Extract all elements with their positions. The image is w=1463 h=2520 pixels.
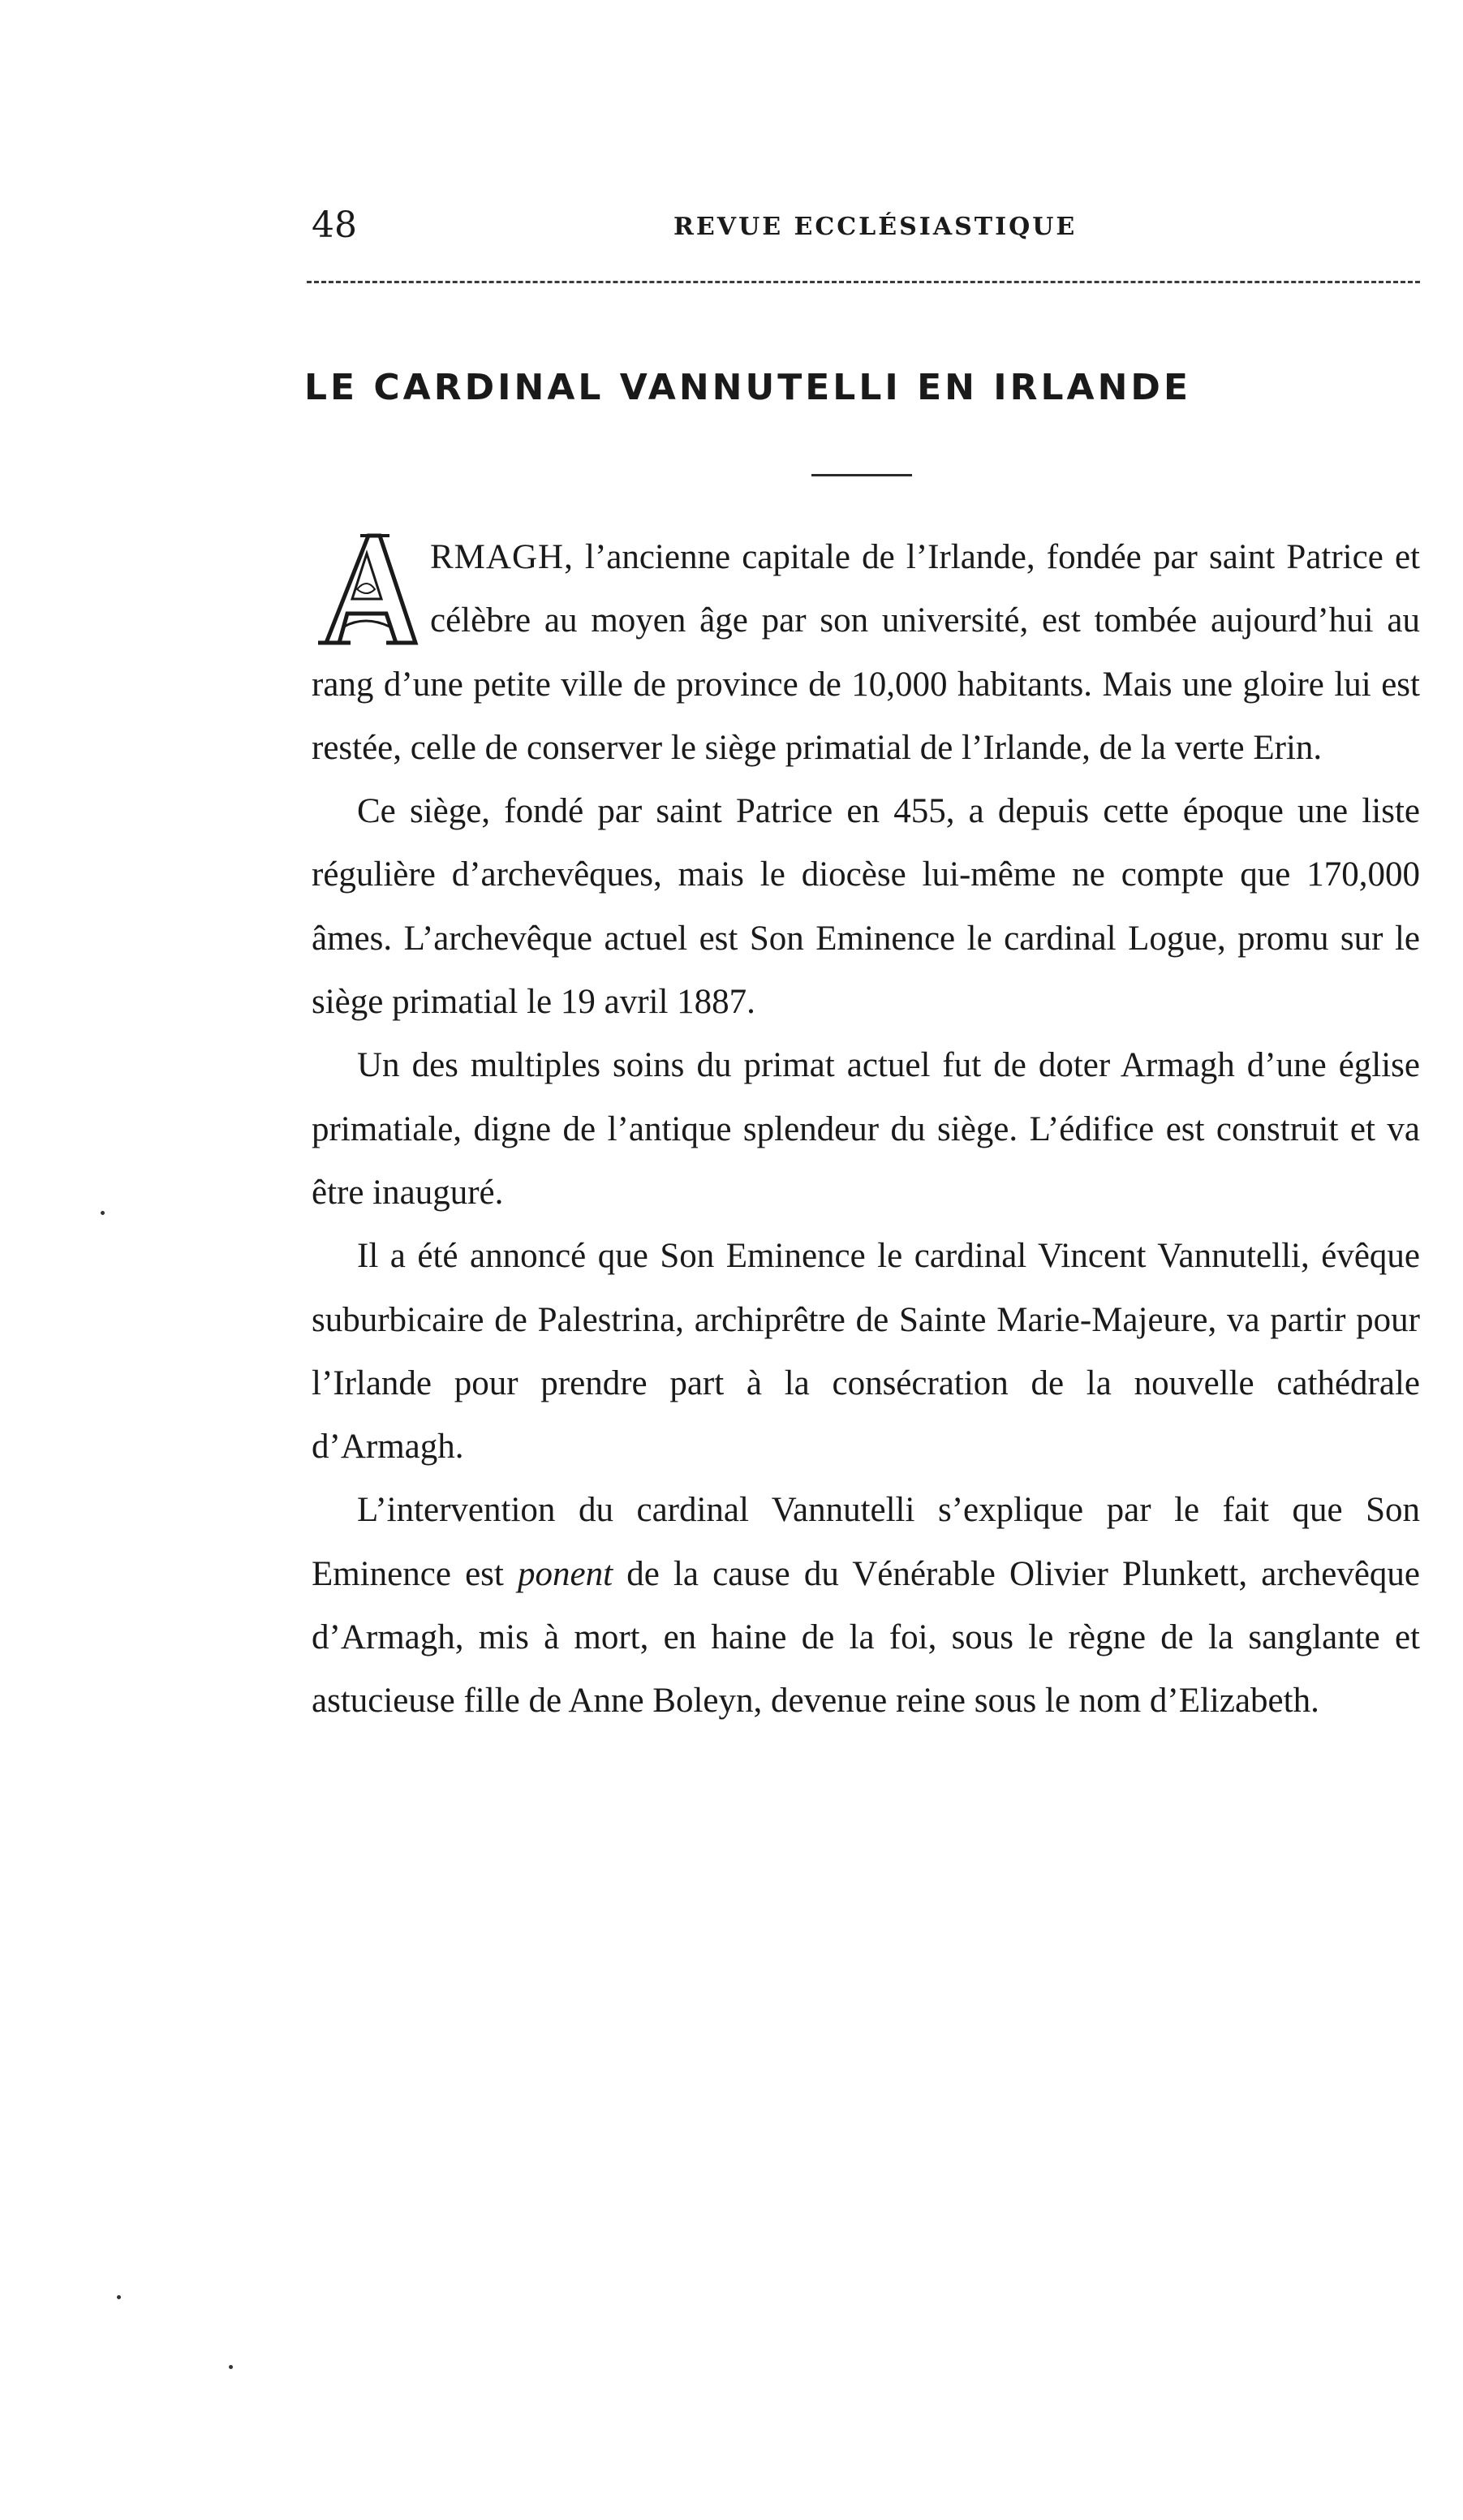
paragraph-5 xyxy=(312,1479,1420,1733)
stray-mark xyxy=(117,2295,121,2299)
paragraph-4: Il a été annoncé que Son Eminence le cardinal Vincent Vannutelli, évêque suburbicaire de Palestrina, archiprêtre de Sainte Marie-Majeure, va partir pour l’Irlande pour prendre part à la consécration de la nouvelle cathédrale d’Armagh. xyxy=(312,1237,1420,1467)
title-rule xyxy=(811,474,912,476)
page-number: 48 xyxy=(312,205,357,246)
article-title: LE CARDINAL VANNUTELLI EN IRLANDE xyxy=(303,367,1192,408)
italic-term: ponent xyxy=(518,1554,613,1593)
stray-mark xyxy=(229,2365,233,2369)
paragraph-2: Ce siège, fondé par saint Patrice en 455, a depuis cette époque une liste régulière d’archevêques, mais le diocèse lui-même ne compte que 170,000 âmes. L’archevêque actuel est Son Eminence le cardinal Logue, promu sur le siège primatial le 19 avril 1887. xyxy=(312,792,1420,1022)
ornamental-dropcap xyxy=(312,532,419,646)
paragraph-3: Un des multiples soins du primat actuel fut de doter Armagh d’une église primatiale, digne de l’antique splendeur du siège. L’édifice est construit et va être inauguré. xyxy=(312,1046,1420,1212)
running-head: REVUE ECCLÉSIASTIQUE xyxy=(673,213,1078,241)
paragraph-1-text: l’ancienne capitale de l’Irlande, fondée par saint Patrice et célèbre au moyen âge par son université, est tombée aujourd’hui au rang d’une petite ville de province de 10,000 habitants. Mais une gloire lui est restée, celle de conserver le siège primatial de l’Irlande, de la verte Erin. xyxy=(312,538,1420,767)
dropcap-continuation: RMAGH, xyxy=(430,538,574,576)
paragraph-5-text-end: de la cause du Vénérable Olivier Plunkett, archevêque d’Armagh, mis à mort, en haine de la foi, sous le règne de la sanglante et astucieuse fille de Anne Boleyn, devenue reine sous le nom d’Elizabeth. xyxy=(312,1554,1420,1721)
dropcap-a-icon xyxy=(312,532,419,646)
article-body xyxy=(312,526,1420,1734)
header-rule xyxy=(307,281,1420,283)
paragraph-5-text-start: L’intervention du cardinal Vannutelli s’explique par le fait que Son Eminence est xyxy=(312,1491,1420,1593)
stray-mark xyxy=(101,1211,105,1215)
paragraph-1 xyxy=(312,526,1420,780)
page-header xyxy=(312,205,1415,253)
